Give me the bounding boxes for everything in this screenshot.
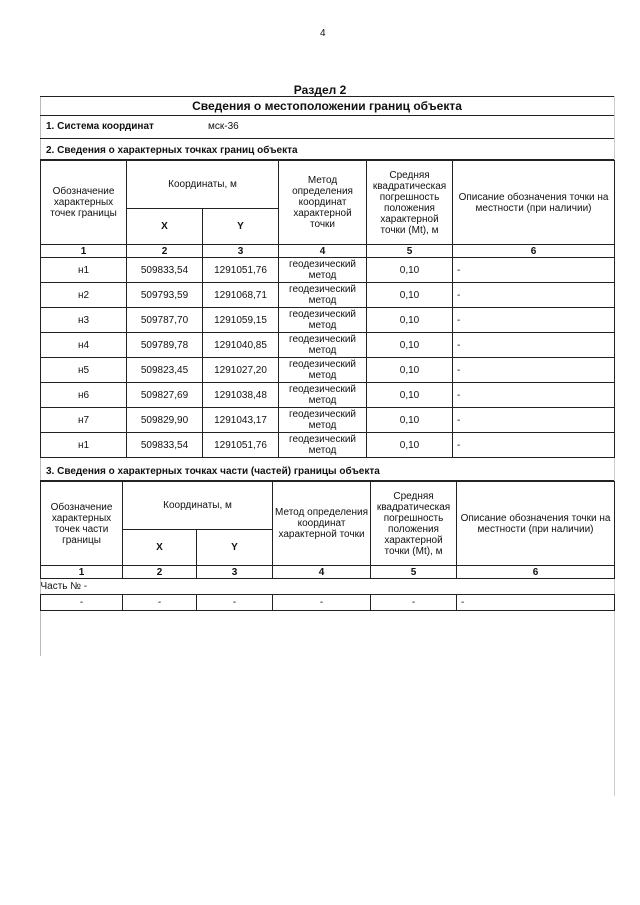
point-name: н2: [41, 283, 127, 308]
y-coordinate: 1291027,20: [203, 358, 279, 383]
y-coordinate: 1291038,48: [203, 383, 279, 408]
section2-heading: 2. Сведения о характерных точках границ объекта: [46, 145, 298, 156]
point-name: н5: [41, 358, 127, 383]
header-description: Описание обозначения точки на местности (при наличии): [453, 161, 615, 245]
y-coordinate: 1291051,76: [203, 433, 279, 458]
method-cell: геодезический метод: [279, 408, 367, 433]
table-row: [41, 258, 615, 283]
point-name: н3: [41, 308, 127, 333]
table-row: [41, 408, 615, 433]
table-row: [41, 433, 615, 458]
method-cell: геодезический метод: [279, 333, 367, 358]
page-number: 4: [320, 28, 326, 39]
coordinate-system-label: 1. Система координат: [46, 121, 154, 132]
part-label-row: [41, 579, 615, 595]
header-x: X: [127, 209, 203, 245]
method-cell: геодезический метод: [279, 433, 367, 458]
table-cell: -: [197, 595, 273, 611]
table-cell: -: [457, 595, 615, 611]
column-number: 1: [41, 566, 123, 579]
point-name: н4: [41, 333, 127, 358]
description-cell: -: [453, 333, 615, 358]
y-coordinate: 1291068,71: [203, 283, 279, 308]
header-designation: Обозначение характерных точек части границы: [41, 482, 123, 566]
column-numbers-row: [41, 566, 615, 579]
table-row: [41, 358, 615, 383]
table-row: [41, 283, 615, 308]
error-cell: 0,10: [367, 258, 453, 283]
section3-heading: 3. Сведения о характерных точках части (частей) границы объекта: [46, 466, 380, 477]
y-coordinate: 1291051,76: [203, 258, 279, 283]
description-cell: -: [453, 358, 615, 383]
x-coordinate: 509833,54: [127, 433, 203, 458]
point-name: н6: [41, 383, 127, 408]
table-cell: -: [123, 595, 197, 611]
header-y: Y: [203, 209, 279, 245]
part-boundary-points-table: [40, 481, 615, 611]
table-cell: -: [41, 595, 123, 611]
coordinate-system-value: мск-36: [208, 121, 239, 132]
error-cell: 0,10: [367, 408, 453, 433]
method-cell: геодезический метод: [279, 283, 367, 308]
column-number: 6: [457, 566, 615, 579]
description-cell: -: [453, 258, 615, 283]
description-cell: -: [453, 283, 615, 308]
column-numbers-row: [41, 245, 615, 258]
section-title: Раздел 2: [293, 83, 347, 97]
description-cell: -: [453, 383, 615, 408]
main-heading: Сведения о местоположении границ объекта: [40, 96, 614, 116]
column-number: 2: [127, 245, 203, 258]
y-coordinate: 1291059,15: [203, 308, 279, 333]
header-x: X: [123, 530, 197, 566]
point-name: н1: [41, 258, 127, 283]
error-cell: 0,10: [367, 283, 453, 308]
error-cell: 0,10: [367, 383, 453, 408]
method-cell: геодезический метод: [279, 258, 367, 283]
part-label: Часть № -: [41, 579, 615, 595]
method-cell: геодезический метод: [279, 358, 367, 383]
header-designation: Обозначение характерных точек границы: [41, 161, 127, 245]
x-coordinate: 509827,69: [127, 383, 203, 408]
column-number: 3: [197, 566, 273, 579]
y-coordinate: 1291040,85: [203, 333, 279, 358]
boundary-points-table: [40, 160, 615, 458]
empty-data-row: [41, 595, 615, 611]
x-coordinate: 509793,59: [127, 283, 203, 308]
header-error: Средняя квадратическая погрешность положения характерной точки (Mt), м: [371, 482, 457, 566]
section2-heading-row: [40, 139, 614, 160]
point-name: н1: [41, 433, 127, 458]
header-y: Y: [197, 530, 273, 566]
y-coordinate: 1291043,17: [203, 408, 279, 433]
column-number: 4: [273, 566, 371, 579]
section3-heading-row: [40, 458, 614, 481]
error-cell: 0,10: [367, 358, 453, 383]
x-coordinate: 509787,70: [127, 308, 203, 333]
header-error: Средняя квадратическая погрешность положения характерной точки (Mt), м: [367, 161, 453, 245]
x-coordinate: 509823,45: [127, 358, 203, 383]
header-coords: Координаты, м: [123, 482, 273, 530]
x-coordinate: 509789,78: [127, 333, 203, 358]
coordinate-system-row: [40, 116, 614, 139]
table-row: [41, 383, 615, 408]
point-name: н7: [41, 408, 127, 433]
column-number: 5: [367, 245, 453, 258]
method-cell: геодезический метод: [279, 383, 367, 408]
description-cell: -: [453, 308, 615, 333]
document-frame: [40, 96, 614, 611]
column-number: 3: [203, 245, 279, 258]
column-number: 1: [41, 245, 127, 258]
header-method: Метод определения координат характерной точки: [273, 482, 371, 566]
x-coordinate: 509829,90: [127, 408, 203, 433]
x-coordinate: 509833,54: [127, 258, 203, 283]
method-cell: геодезический метод: [279, 308, 367, 333]
column-number: 5: [371, 566, 457, 579]
column-number: 6: [453, 245, 615, 258]
column-number: 2: [123, 566, 197, 579]
header-method: Метод определения координат характерной точки: [279, 161, 367, 245]
error-cell: 0,10: [367, 433, 453, 458]
table-cell: -: [371, 595, 457, 611]
description-cell: -: [453, 408, 615, 433]
column-number: 4: [279, 245, 367, 258]
header-description: Описание обозначения точки на местности (при наличии): [457, 482, 615, 566]
table-cell: -: [273, 595, 371, 611]
table-row: [41, 333, 615, 358]
table-row: [41, 308, 615, 333]
error-cell: 0,10: [367, 308, 453, 333]
description-cell: -: [453, 433, 615, 458]
header-coords: Координаты, м: [127, 161, 279, 209]
error-cell: 0,10: [367, 333, 453, 358]
